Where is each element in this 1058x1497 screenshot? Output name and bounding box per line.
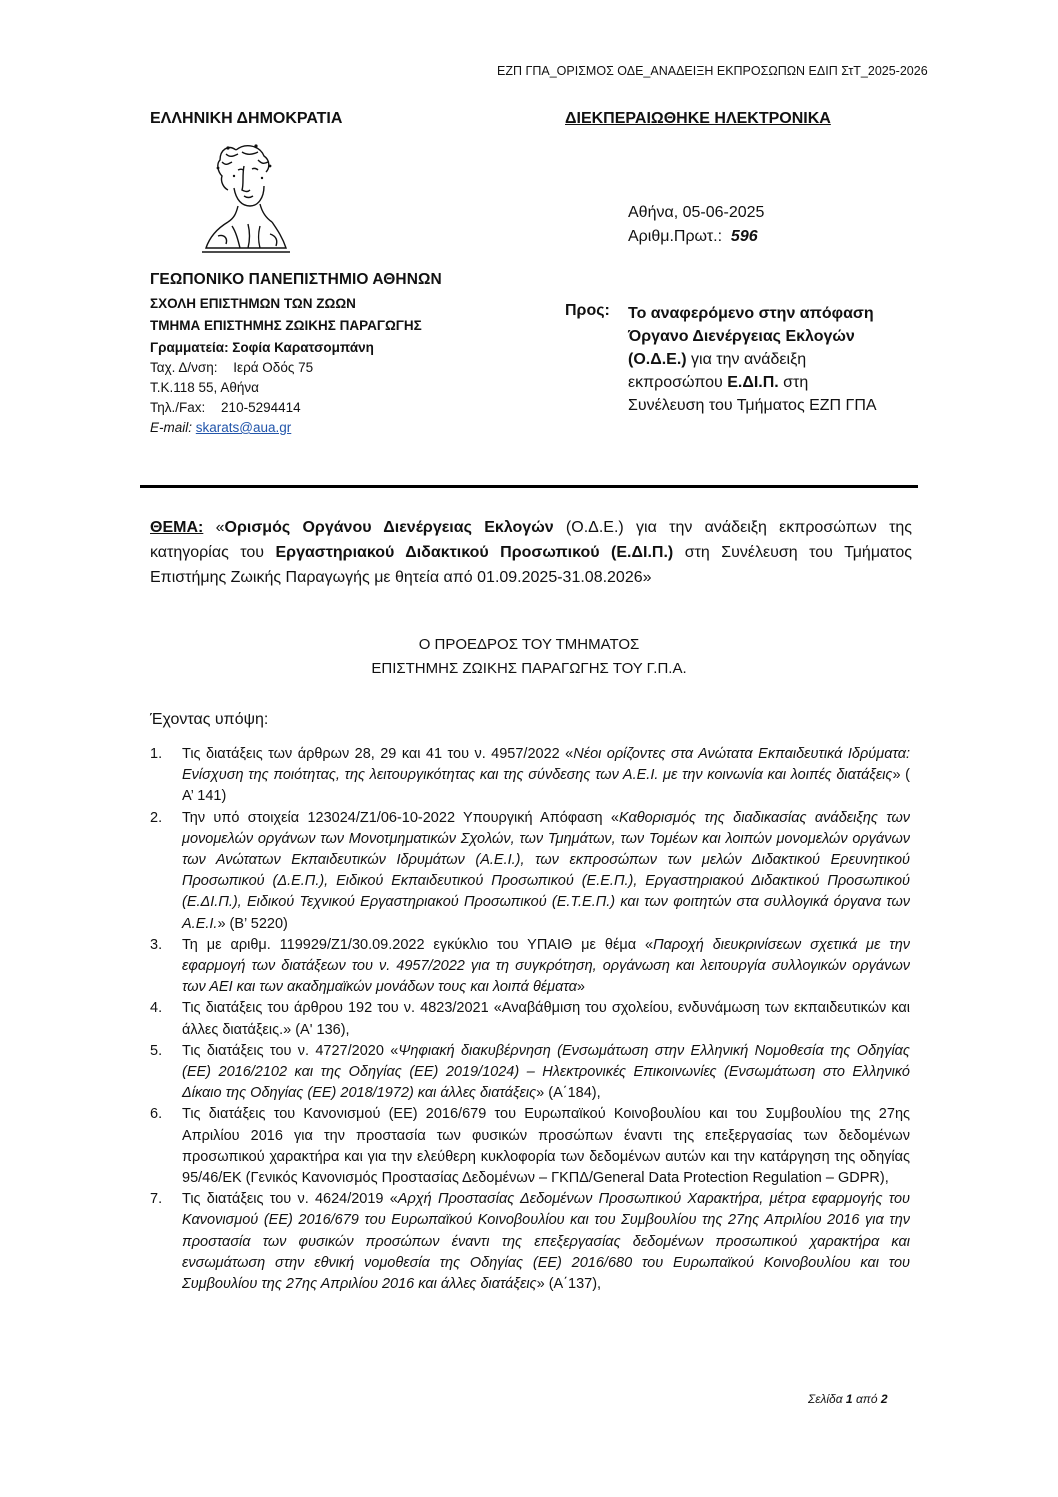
recipient-edip: Ε.ΔΙ.Π.	[727, 374, 779, 391]
phone-value: 210-5294414	[221, 400, 301, 415]
list-item	[150, 1104, 910, 1189]
item-text: Τις διατάξεις του άρθρου 192 του ν. 4823/2021 «Αναβάθμιση του σχολείου, ενδυνάμωση των εκπαιδευτικών και άλλες διατάξεις.» (Α' 136),	[182, 1000, 910, 1038]
list-item	[150, 744, 910, 808]
email-label: E-mail:	[150, 420, 193, 435]
header-divider	[140, 485, 918, 488]
address-value: Ιερά Οδός 75	[233, 360, 314, 375]
electronic-processing-label: ΔΙΕΚΠΕΡΑΙΩΘΗΚΕ ΗΛΕΚΤΡΟΝΙΚΑ	[565, 110, 831, 127]
item-number: 6.	[150, 1106, 163, 1123]
topic-text-1: (Ο.Δ.Ε.) για την ανάδειξη εκπροσώπων της κατηγορίας του	[150, 519, 913, 561]
protocol-number: 596	[730, 228, 758, 245]
item-number: 3.	[150, 936, 163, 953]
email-line	[150, 420, 291, 435]
item-number: 1.	[150, 746, 163, 762]
page-total: 2	[880, 1392, 888, 1406]
phone-label: Τηλ./Fax:	[150, 400, 206, 415]
protocol-number-line	[628, 228, 758, 246]
phone-line	[150, 400, 301, 415]
recipient-ode: (Ο.Δ.Ε.)	[628, 351, 687, 368]
university-name: ΓΕΩΠΟΝΙΚΟ ΠΑΝΕΠΙΣΤΗΜΙΟ ΑΘΗΝΩΝ	[150, 271, 442, 288]
recipient-block	[628, 302, 928, 417]
item-text: Τη με αριθμ. 119929/Ζ1/30.09.2022 εγκύκλιο του ΥΠΑΙΘ με θέμα «Παροχή διευκρινίσεων σχετικά με την εφαρμογή των διατάξεων του ν. 4957/2022 για τη συγκρότηση, οργάνωση και λειτουργία συλλογικών οργάνων των ΑΕΙ και των ακαδημαϊκών μονάδων τους και λοιπά θέματα»	[182, 936, 910, 996]
classical-bust-emblem-icon	[198, 136, 294, 258]
item-text: Τις διατάξεις του ν. 4727/2020 «Ψηφιακή διακυβέρνηση (Ενσωμάτωση στην Ελληνική Νομοθεσία της Οδηγίας (ΕΕ) 2016/2102 και της Οδηγίας (ΕΕ) 2019/1024) – Ηλεκτρονικές Επικοινωνίες (Ενσωμάτωση στο Ελληνικό Δίκαιο της Οδηγίας (ΕΕ) 2018/1972) και άλλες διατάξεις» (Α΄184),	[182, 1042, 910, 1102]
considering-heading: Έχοντας υπόψη:	[150, 711, 269, 728]
item-number: 7.	[150, 1191, 163, 1208]
item-text: Τις διατάξεις του ν. 4624/2019 «Αρχή Προστασίας Δεδομένων Προσωπικού Χαρακτήρα, μέτρα εφαρμογής του Κανονισμού (ΕΕ) 2016/679 του Ευρωπαϊκού Κοινοβουλίου και του Συμβουλίου της 27ης Απριλίου 2016 για την προστασία των φυσικών προσώπων έναντι της επεξεργασίας δεδομένων προσωπικού χαρακτήρα και ενσωμάτωση στην εθνική νομοθεσία της Οδηγίας (ΕΕ) 2016/680 του Ευρωπαϊκού Κοινοβουλίου και του Συμβουλίου της 27ης Απριλίου 2016 και άλλες διατάξεις» (Α΄137),	[182, 1191, 910, 1293]
item-text: Τις διατάξεις του Κανονισμού (ΕΕ) 2016/679 του Ευρωπαϊκού Κοινοβουλίου και του Συμβουλίου της 27ης Απριλίου 2016 για την προστασία των φυσικών προσώπων έναντι της επεξεργασίας των δεδομένων προσωπικού χαρακτήρα και για την ελεύθερη κυκλοφορία των δεδομένων αυτών και την κατάργηση της οδηγίας 95/46/ΕΚ (Γενικός Κανονισμός Προστασίας Δεδομένων – ΓΚΠΔ/General Data Protection Regulation – GDPR),	[182, 1106, 910, 1187]
recipient-line-5: Συνέλευση του Τμήματος ΕΖΠ ΓΠΑ	[628, 397, 877, 414]
address-label: Ταχ. Δ/νση:	[150, 360, 218, 375]
list-item	[150, 935, 910, 999]
recipient-line-4	[628, 371, 928, 394]
topic-bold-1: Ορισμός Οργάνου Διενέργειας Εκλογών	[224, 519, 554, 536]
item-text: Τις διατάξεις των άρθρων 28, 29 και 41 του ν. 4957/2022 «Νέοι ορίζοντες στα Ανώτατα Εκπαιδευτικά Ιδρύματα: Ενίσχυση της ποιότητας, της λειτουργικότητας και της σύνδεσης των Α.Ε.Ι. με την κοινωνία και λοιπές διατάξεις» ( Α’ 141)	[182, 746, 910, 805]
department-name: ΤΜΗΜΑ ΕΠΙΣΤΗΜΗΣ ΖΩΙΚΗΣ ΠΑΡΑΓΩΓΗΣ	[150, 318, 422, 333]
email-link[interactable]: skarats@aua.gr	[195, 420, 292, 435]
school-name: ΣΧΟΛΗ ΕΠΙΣΤΗΜΩΝ ΤΩΝ ΖΩΩΝ	[150, 296, 356, 311]
list-item	[150, 1041, 910, 1105]
recipient-line-1: Το αναφερόμενο στην απόφαση	[628, 305, 874, 322]
secretary-line: Γραμματεία: Σοφία Καρατσομπάνη	[150, 340, 374, 355]
list-item	[150, 808, 910, 935]
item-number: 5.	[150, 1042, 163, 1059]
recipient-line-2: Όργανο Διενέργειας Εκλογών	[628, 328, 855, 345]
president-title-2: ΕΠΙΣΤΗΜΗΣ ΖΩΙΚΗΣ ΠΑΡΑΓΩΓΗΣ ΤΟΥ Γ.Π.Α.	[371, 660, 687, 677]
recipient-line-4-pre: εκπροσώπου	[628, 374, 728, 391]
considerations-list	[150, 744, 910, 1295]
topic-label: ΘΕΜΑ:	[150, 519, 204, 536]
postal-line: Τ.Κ.118 55, Αθήνα	[150, 380, 259, 395]
document-code: ΕΖΠ ΓΠΑ_ΟΡΙΣΜΟΣ ΟΔΕ_ΑΝΑΔΕΙΞΗ ΕΚΠΡΟΣΩΠΩΝ ΕΔΙΠ ΣτΤ_2025-2026	[497, 64, 928, 78]
page-current: 1	[845, 1392, 853, 1406]
recipient-label: Προς:	[565, 302, 610, 319]
topic-paragraph	[150, 515, 912, 590]
topic-bold-2: Εργαστηριακού Διδακτικού Προσωπικού (Ε.ΔΙ.Π.)	[275, 544, 674, 561]
list-item	[150, 1189, 910, 1295]
protocol-label: Αριθμ.Πρωτ.:	[628, 228, 723, 245]
item-number: 2.	[150, 809, 163, 826]
recipient-line-3-rest: για την ανάδειξη	[686, 351, 807, 368]
of-word: από	[855, 1392, 878, 1406]
document-date: Αθήνα, 05-06-2025	[628, 204, 765, 221]
address-line	[150, 360, 313, 375]
list-item	[150, 998, 910, 1040]
item-text: Την υπό στοιχεία 123024/Ζ1/06-10-2022 Υπουργική Απόφαση «Καθορισμός της διαδικασίας ανάδειξης των μονομελών οργάνων των Μονοτμηματικών Σχολών, των Τμημάτων, των Τομέων και λοιπών μονομελών οργάνων των Ανώτατων Εκπαιδευτικών Ιδρυμάτων (Α.Ε.Ι.), των εκπροσώπων των μελών Διδακτικού Ερευνητικού Προσωπικού (Δ.Ε.Π.), Ειδικού Εκπαιδευτικού Προσωπικού (Ε.Ε.Π.), Εργαστηριακού Διδακτικού Προσωπικού (Ε.ΔΙ.Π.), Ειδικού Τεχνικού Εργαστηριακού Προσωπικού (Ε.Τ.Ε.Π.) και των φοιτητών στα συλλογικά όργανα των Α.Ε.Ι.» (Β’ 5220)	[182, 809, 910, 932]
topic-text-2: στη Συνέλευση του Τμήματος Επιστήμης Ζωικής Παραγωγής με θητεία από 01.09.2025-31.08.2026»	[150, 544, 913, 586]
president-title-1: Ο ΠΡΟΕΔΡΟΣ ΤΟΥ ΤΜΗΜΑΤΟΣ	[418, 636, 640, 653]
page-indicator	[808, 1392, 888, 1406]
topic-open-quote: «	[203, 519, 225, 536]
recipient-line-4-post: στη	[778, 374, 809, 391]
page-word: Σελίδα	[808, 1392, 843, 1406]
item-number: 4.	[150, 1000, 163, 1017]
republic-heading: ΕΛΛΗΝΙΚΗ ΔΗΜΟΚΡΑΤΙΑ	[150, 110, 343, 127]
recipient-line-3	[628, 348, 928, 371]
